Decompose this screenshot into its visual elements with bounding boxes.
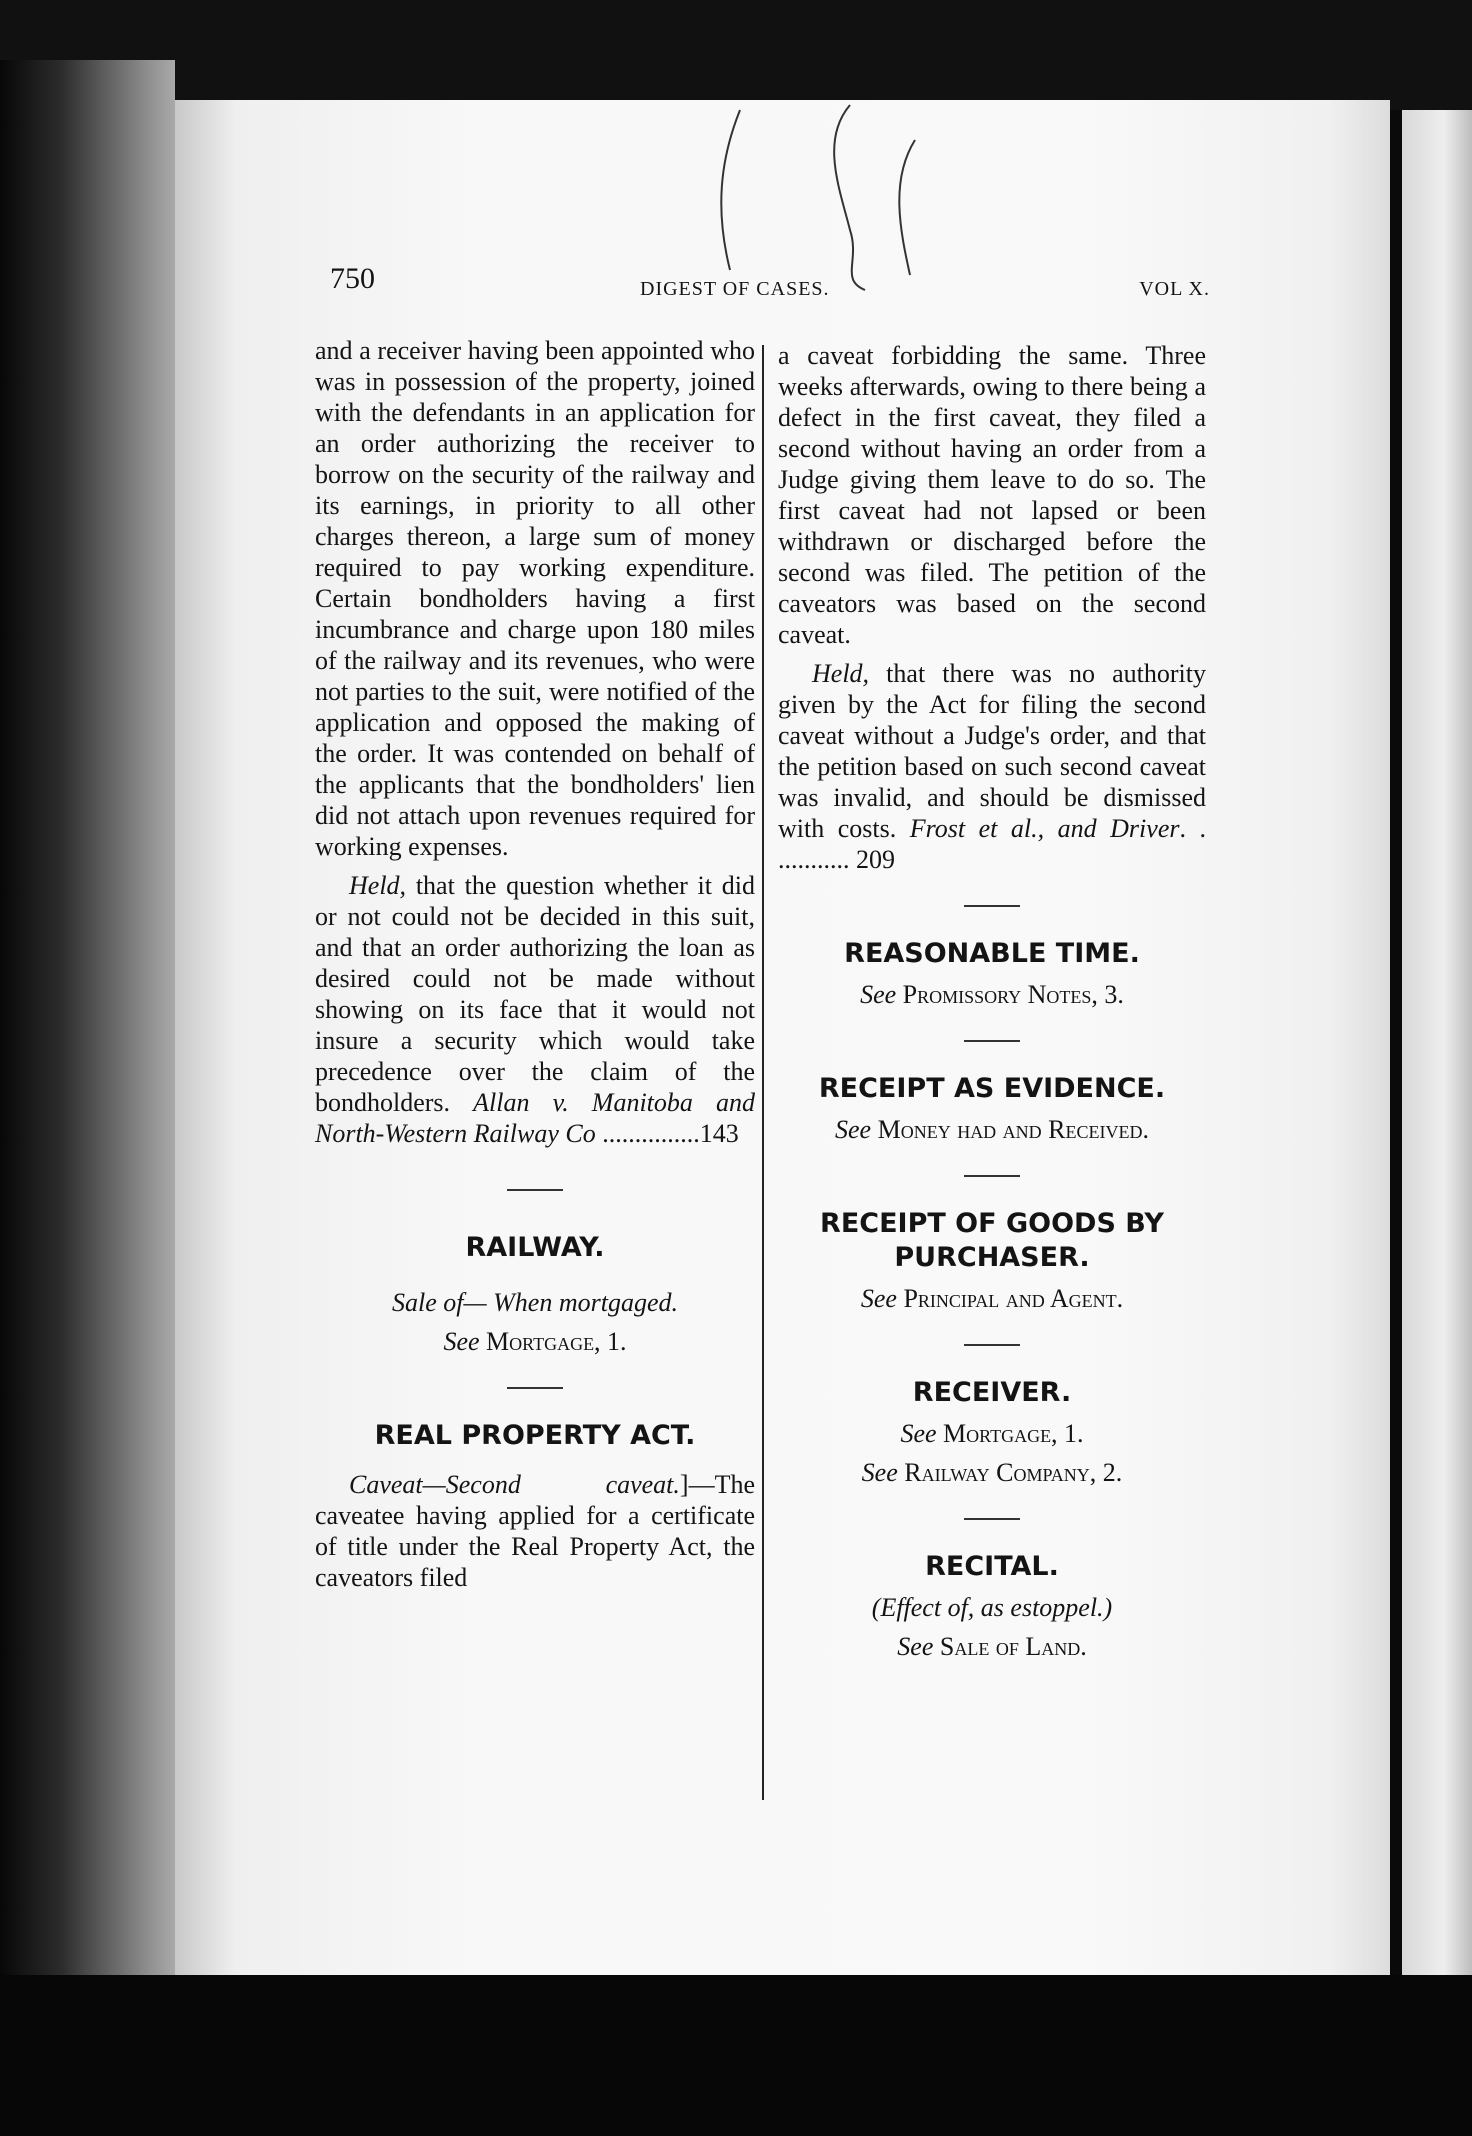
scan-bottom-border [0,1975,1472,2136]
ref-text: Promissory Notes, 3. [902,980,1124,1009]
ref-text: Principal and Agent. [903,1284,1124,1313]
held-text: that there was no authority given by the Act for filing the second caveat without a Judge's order, and that the petition based on such second caveat was invalid, and should be dismissed with costs. [778,659,1206,843]
held-label: Held, [812,659,870,688]
heading-recital: RECITAL. [925,1551,1059,1582]
case-page: 143 [699,1119,739,1148]
held-label: Held, [349,871,407,900]
ref-text: Mortgage, 1. [943,1419,1084,1448]
see-label: See [860,1284,897,1313]
paragraph-held [315,870,755,1149]
case-citation: Frost et al., and Driver [909,814,1180,843]
subheading-text: (Effect of, as estoppel.) [871,1593,1113,1622]
see-label: See [897,1632,934,1661]
see-label: See [860,980,897,1009]
case-page: 209 [856,845,895,874]
ref-text: Sale of Land. [939,1632,1087,1661]
ref-text: Railway Company, 2. [904,1458,1123,1487]
paragraph [315,1469,755,1593]
page-number: 750 [330,262,375,295]
heading-railway: RAILWAY. [465,1232,605,1263]
dot-leader: . . ........... [778,814,1206,874]
page-header [330,262,1210,302]
see-label: See [900,1419,937,1448]
cross-reference [778,979,1206,1010]
subheading-text: Sale of— When mortgaged. [392,1288,678,1317]
see-label: See [443,1327,480,1356]
heading-receiver: RECEIVER. [912,1377,1072,1408]
italic-lead: Caveat—Second caveat. [349,1470,680,1499]
heading-receipt-as-evidence: RECEIPT AS EVIDENCE. [818,1073,1166,1104]
ref-text: Money had and Received. [877,1115,1150,1144]
cross-reference [778,1283,1206,1314]
heading-real-property-act: REAL PROPERTY ACT. [374,1420,696,1451]
paragraph-text: ]—The caveatee having applied for a certificate of title under the Real Property Act, the caveators filed [315,1470,755,1592]
ref-text: Mortgage, 1. [486,1327,627,1356]
case-citation: Allan v. Manitoba and North-Western Railway Co [315,1088,756,1148]
held-text: that the question whether it did or not could not be decided in this suit, and that an order authorizing the loan as desired could not be made without showing on its face that it would not insure a security which would take precedence over the claim of the bondholders. [315,871,755,1117]
running-title: DIGEST OF CASES. [640,278,830,300]
cross-reference [778,1457,1206,1488]
left-column [315,335,755,1593]
heading-receipt-of-goods: RECEIPT OF GOODS BY PURCHASER. [820,1208,1164,1273]
cross-reference [315,1326,755,1357]
cross-reference [778,1418,1206,1449]
next-page-edge [1402,110,1472,2000]
column-divider [762,345,764,1800]
see-label: See [861,1458,898,1487]
heading-reasonable-time: REASONABLE TIME. [844,938,1140,969]
subheading [315,1287,755,1318]
paragraph: and a receiver having been appointed who was in possession of the property, joined with the defendants in an application for an order authorizing the receiver to borrow on the security of the railway and its earnings, in priority to all other charges thereon, a large sum of money required to pay working expenditure. Certain bondholders having a first incumbrance and charge upon 180 miles of the railway and its revenues, who were not parties to the suit, were notified of the application and opposed the making of the order. It was contended on behalf of the applicants that the bondholders' lien did not attach upon revenues required for working expenses. [315,336,755,861]
cross-reference [778,1631,1206,1662]
paragraph: a caveat forbidding the same. Three weeks afterwards, owing to there being a defect in the first caveat, they filed a second without having an order from a Judge giving them leave to do so. The first caveat had not lapsed or been withdrawn or discharged before the second was filed. The petition of the caveators was based on the second caveat. [778,341,1206,649]
see-label: See [834,1115,872,1144]
volume-label: VOL X. [1139,278,1210,300]
cross-reference [778,1114,1206,1145]
paragraph-held [778,658,1206,875]
right-column [778,340,1206,1662]
subheading [778,1592,1206,1623]
book-spine-shadow [0,60,175,2070]
dot-leader: ............... [602,1119,700,1148]
